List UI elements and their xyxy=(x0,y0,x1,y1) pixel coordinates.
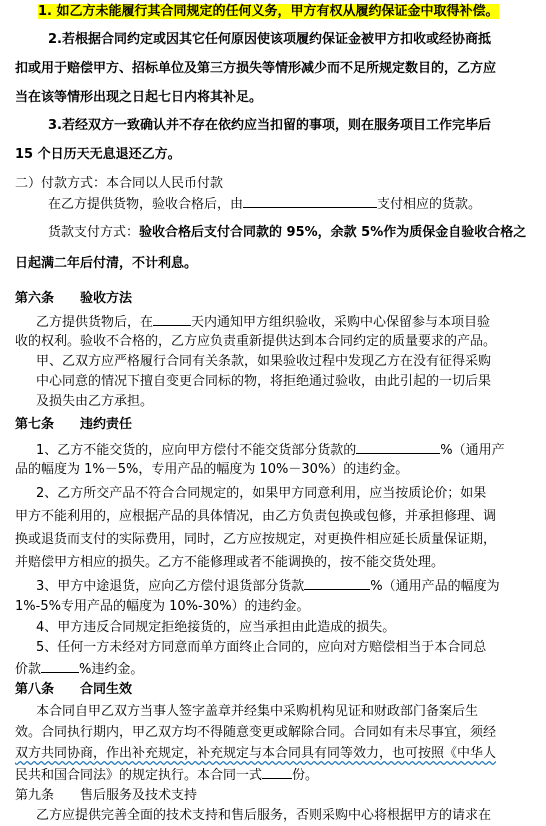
section-7-item-4: 4、甲方违反合同规定拒绝接货的，应当承担由此造成的损失。 xyxy=(36,620,396,635)
item-1-a: 1、乙方不能交货的，应向甲方偿付不能交货部分货款的 xyxy=(36,443,357,458)
clause-3-line-1: 3.若经双方一致确认并不存在依约应当扣留的事项，则在服务项目工作完毕后 xyxy=(48,118,491,133)
item-1-blank xyxy=(356,440,440,454)
payer-blank xyxy=(243,194,377,208)
section-6-line-5: 及损失由乙方承担。 xyxy=(36,394,154,409)
clause-1 xyxy=(38,2,499,22)
clause-2-line-3: 当在该等情形出现之日起七日内将其补足。 xyxy=(15,90,263,105)
section-8-line-1: 本合同自甲乙双方当事人签字盖章并经集中采购机构见证和财政部门备案后生 xyxy=(36,704,479,719)
clause-2-line-1: 2.若根据合同约定或因其它任何原因使该项履约保证金被甲方扣收或经协商抵 xyxy=(48,32,491,47)
section-6-line-1-a: 乙方提供货物后，在 xyxy=(36,315,154,330)
section-7-item-1-line-1 xyxy=(36,440,505,461)
clause-1-text: 1. 如乙方未能履行其合同规定的任何义务，甲方有权从履约保证金中取得补偿。 xyxy=(38,4,499,19)
payment-heading xyxy=(15,174,223,194)
copies-blank xyxy=(262,765,292,779)
item-5-a: 价款 xyxy=(15,662,42,677)
section-6-line-1 xyxy=(36,312,490,333)
section-7-item-5-line-2 xyxy=(15,659,143,680)
section-8-line-4-text: 民共和国合同法》的规定执行。本合同一式 xyxy=(15,768,263,783)
section-6-line-3: 甲、乙双方应严格履行合同有关条款，如果验收过程中发现乙方在没有征得采购 xyxy=(36,354,492,369)
payment-heading-text: 二）付款方式：本合同以人民币付款 xyxy=(15,176,224,191)
payment-line-1-a: 在乙方提供货物，验收合格后，由 xyxy=(48,197,244,212)
payment-line-2 xyxy=(48,223,526,243)
section-7-item-2-line-1: 2、乙方所交产品不符合合同规定的，如果甲方同意利用，应当按质论价；如果 xyxy=(36,486,487,501)
section-8-line-4 xyxy=(15,765,318,786)
section-8-line-3 xyxy=(15,744,496,764)
section-8-line-2: 效。合同执行期内，甲乙双方均不得随意变更或解除合同。合同如有未尽事宜，须经 xyxy=(15,725,497,740)
item-5-b: %违约金。 xyxy=(79,662,144,677)
payment-line-1-b: 支付相应的货款。 xyxy=(377,197,482,212)
item-5-blank xyxy=(41,659,79,673)
item-3-blank xyxy=(304,576,370,590)
item-3-a: 3、甲方中途退货，应向乙方偿付退货部分货款 xyxy=(36,579,305,594)
section-7-title: 第七条 违约责任 xyxy=(15,417,133,432)
section-7-item-2-line-2: 甲方不能利用的，应根据产品的具体情况，由乙方负责包换或包修，并承担修理、调 xyxy=(15,509,497,524)
payment-line-3: 日起满二年后付清，不计利息。 xyxy=(15,256,198,271)
section-8-title: 第八条 合同生效 xyxy=(15,682,133,697)
section-7-item-2-line-4: 并赔偿甲方相应的损失。乙方不能修理或者不能调换的，按不能交货处理。 xyxy=(15,555,445,570)
payment-line-2-a: 货款支付方式： xyxy=(48,225,140,240)
item-3-b: %（通用产品的幅度为 xyxy=(370,579,500,594)
section-9-line-1: 乙方应提供完善全面的技术支持和售后服务，否则采购中心将根据甲方的请求在 xyxy=(36,808,492,823)
section-9-title: 第九条 售后服务及技术支持 xyxy=(15,788,198,803)
clause-2-line-2: 扣或用于赔偿甲方、招标单位及第三方损失等情形减少而不足所规定数目的，乙方应 xyxy=(15,61,497,76)
section-7-item-3-line-1 xyxy=(36,576,500,597)
section-7-item-1-line-2: 品的幅度为 1%－5%，专用产品的幅度为 10%－30%）的违约金。 xyxy=(15,462,409,477)
item-1-b: %（通用产 xyxy=(440,443,505,458)
section-6-line-1-b: 天内通知甲方组织验收，采购中心保留参与本项目验 xyxy=(191,315,491,330)
section-7-item-2-line-3: 换或退货而支付的实际费用，同时，乙方应按规定，对更换件相应延长质量保证期， xyxy=(15,532,497,547)
section-6-line-4: 中心同意的情况下擅自变更合同标的物，将拒绝通过验收，由此引起的一切后果 xyxy=(36,374,492,389)
payment-line-1 xyxy=(48,194,481,215)
payment-line-2-b: 验收合格后支付合同款的 95%，余款 5%作为质保金自验收合格之 xyxy=(139,225,527,240)
section-8-line-4-end: 份。 xyxy=(292,768,319,783)
section-6-line-2: 收的权利。验收不合格的，乙方应负责重新提供达到本合同约定的质量要求的产品。 xyxy=(15,334,497,349)
section-8-line-3-text: 双方共同协商，作出补充规定，补充规定与本合同具有同等效力，也可按照《中华人 xyxy=(15,746,497,761)
section-6-title: 第六条 验收方法 xyxy=(15,291,133,306)
days-blank xyxy=(153,312,191,326)
section-7-item-3-line-2: 1%-5%专用产品的幅度为 10%-30%）的违约金。 xyxy=(15,599,310,614)
section-7-item-5-line-1: 5、任何一方未经对方同意而单方面终止合同的，应向对方赔偿相当于本合同总 xyxy=(36,640,487,655)
clause-3-line-2: 15 个日历天无息退还乙方。 xyxy=(15,147,181,162)
